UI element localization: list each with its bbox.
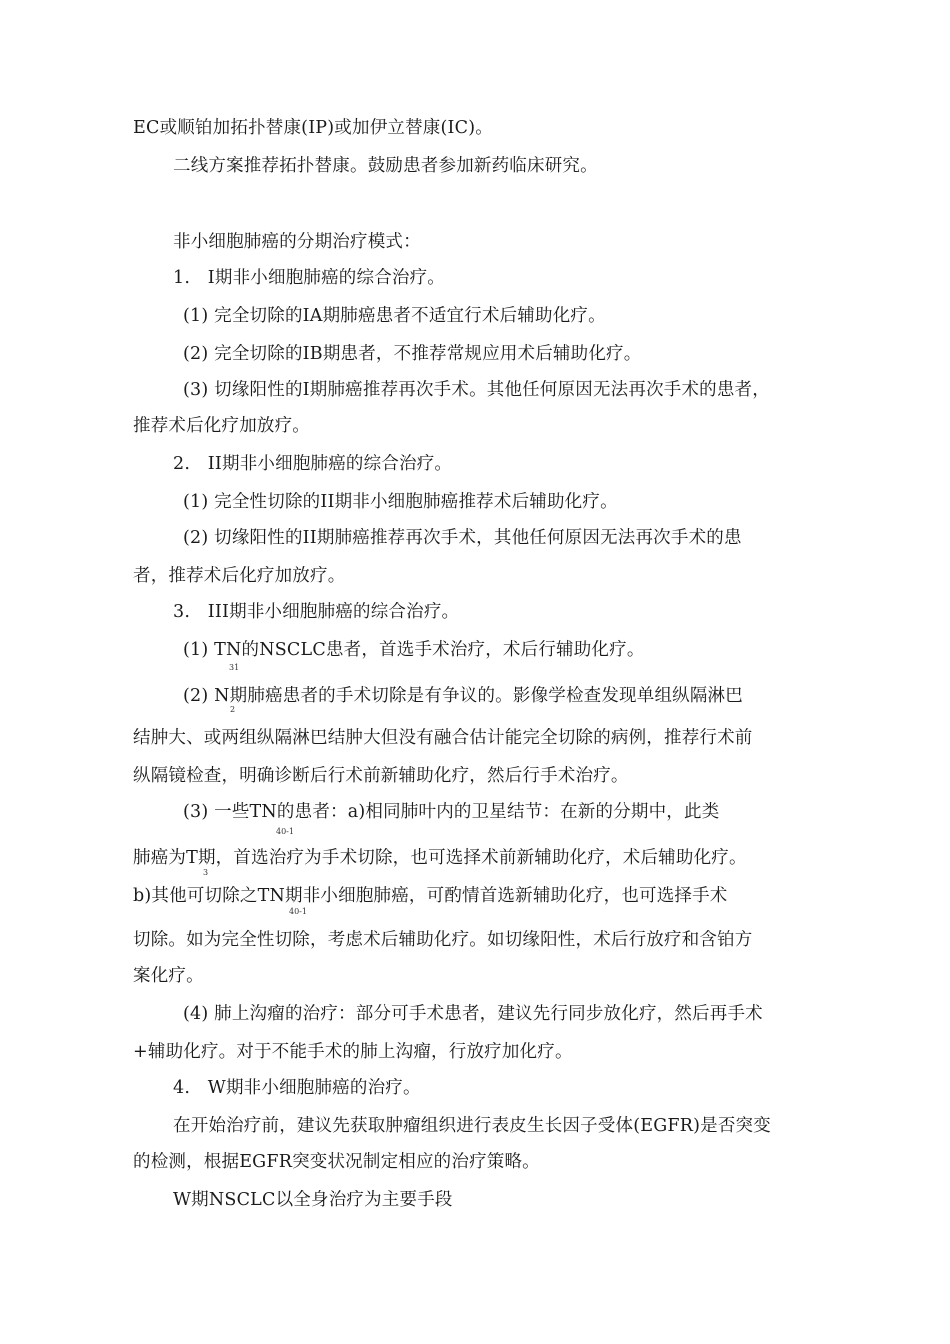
- subscript: 2: [230, 705, 236, 714]
- paragraph-line: 切除。如为完全性切除，考虑术后辅助化疗。如切缘阳性，术后行放疗和含铂方: [133, 930, 753, 950]
- paragraph-line: 二线方案推荐拓扑替康。鼓励患者参加新药临床研究。: [173, 156, 598, 176]
- paragraph-line: (1) 完全切除的IA期肺癌患者不适宜行术后辅助化疗。: [183, 306, 606, 326]
- paragraph-line: 推荐术后化疗加放疗。: [133, 416, 310, 436]
- paragraph-line: (2) 完全切除的IB期患者，不推荐常规应用术后辅助化疗。: [183, 344, 642, 364]
- paragraph-line: 的检测，根据EGFR突变状况制定相应的治疗策略。: [133, 1152, 540, 1172]
- paragraph-line: +辅助化疗。对于不能手术的肺上沟瘤，行放疗加化疗。: [133, 1042, 573, 1062]
- subscript: 40-1: [289, 907, 307, 916]
- list-item-heading: 2. II期非小细胞肺癌的综合治疗。: [173, 454, 453, 474]
- subscript: 3: [203, 868, 209, 877]
- subscript: 40-1: [276, 827, 294, 836]
- paragraph-line: (1) TN的NSCLC患者，首选手术治疗，术后行辅助化疗。: [183, 640, 645, 660]
- paragraph-line: 结肿大、或两组纵隔淋巴结肿大但没有融合估计能完全切除的病例，推荐行术前: [133, 728, 753, 748]
- paragraph-line: EC或顺铂加拓扑替康(IP)或加伊立替康(IC)。: [133, 118, 493, 138]
- paragraph-line: 者，推荐术后化疗加放疗。: [133, 566, 346, 586]
- section-heading: 非小细胞肺癌的分期治疗模式：: [173, 232, 421, 252]
- paragraph-line: 纵隔镜检查，明确诊断后行术前新辅助化疗，然后行手术治疗。: [133, 766, 629, 786]
- paragraph-line: 在开始治疗前，建议先获取肿瘤组织进行表皮生长因子受体(EGFR)是否突变: [173, 1116, 771, 1136]
- paragraph-line: b)其他可切除之TN期非小细胞肺癌，可酌情首选新辅助化疗，也可选择手术: [133, 886, 728, 906]
- paragraph-line: (3) 一些TN的患者：a)相同肺叶内的卫星结节：在新的分期中，此类: [183, 802, 720, 822]
- paragraph-line: W期NSCLC以全身治疗为主要手段: [173, 1190, 453, 1210]
- paragraph-line: (3) 切缘阳性的I期肺癌推荐再次手术。其他任何原因无法再次手术的患者，: [183, 380, 770, 400]
- list-item-heading: 1. I期非小细胞肺癌的综合治疗。: [173, 268, 446, 288]
- list-item-heading: 4. W期非小细胞肺癌的治疗。: [173, 1078, 421, 1098]
- paragraph-line: (4) 肺上沟瘤的治疗：部分可手术患者，建议先行同步放化疗，然后再手术: [183, 1004, 763, 1024]
- paragraph-line: (2) 切缘阳性的II期肺癌推荐再次手术，其他任何原因无法再次手术的患: [183, 528, 742, 548]
- paragraph-line: 肺癌为T期，首选治疗为手术切除，也可选择术前新辅助化疗，术后辅助化疗。: [133, 848, 747, 868]
- list-item-heading: 3. III期非小细胞肺癌的综合治疗。: [173, 602, 460, 622]
- paragraph-line: (2) N期肺癌患者的手术切除是有争议的。影像学检查发现单组纵隔淋巴: [183, 686, 743, 706]
- paragraph-line: 案化疗。: [133, 966, 204, 986]
- paragraph-line: (1) 完全性切除的II期非小细胞肺癌推荐术后辅助化疗。: [183, 492, 618, 512]
- subscript: 31: [229, 663, 240, 672]
